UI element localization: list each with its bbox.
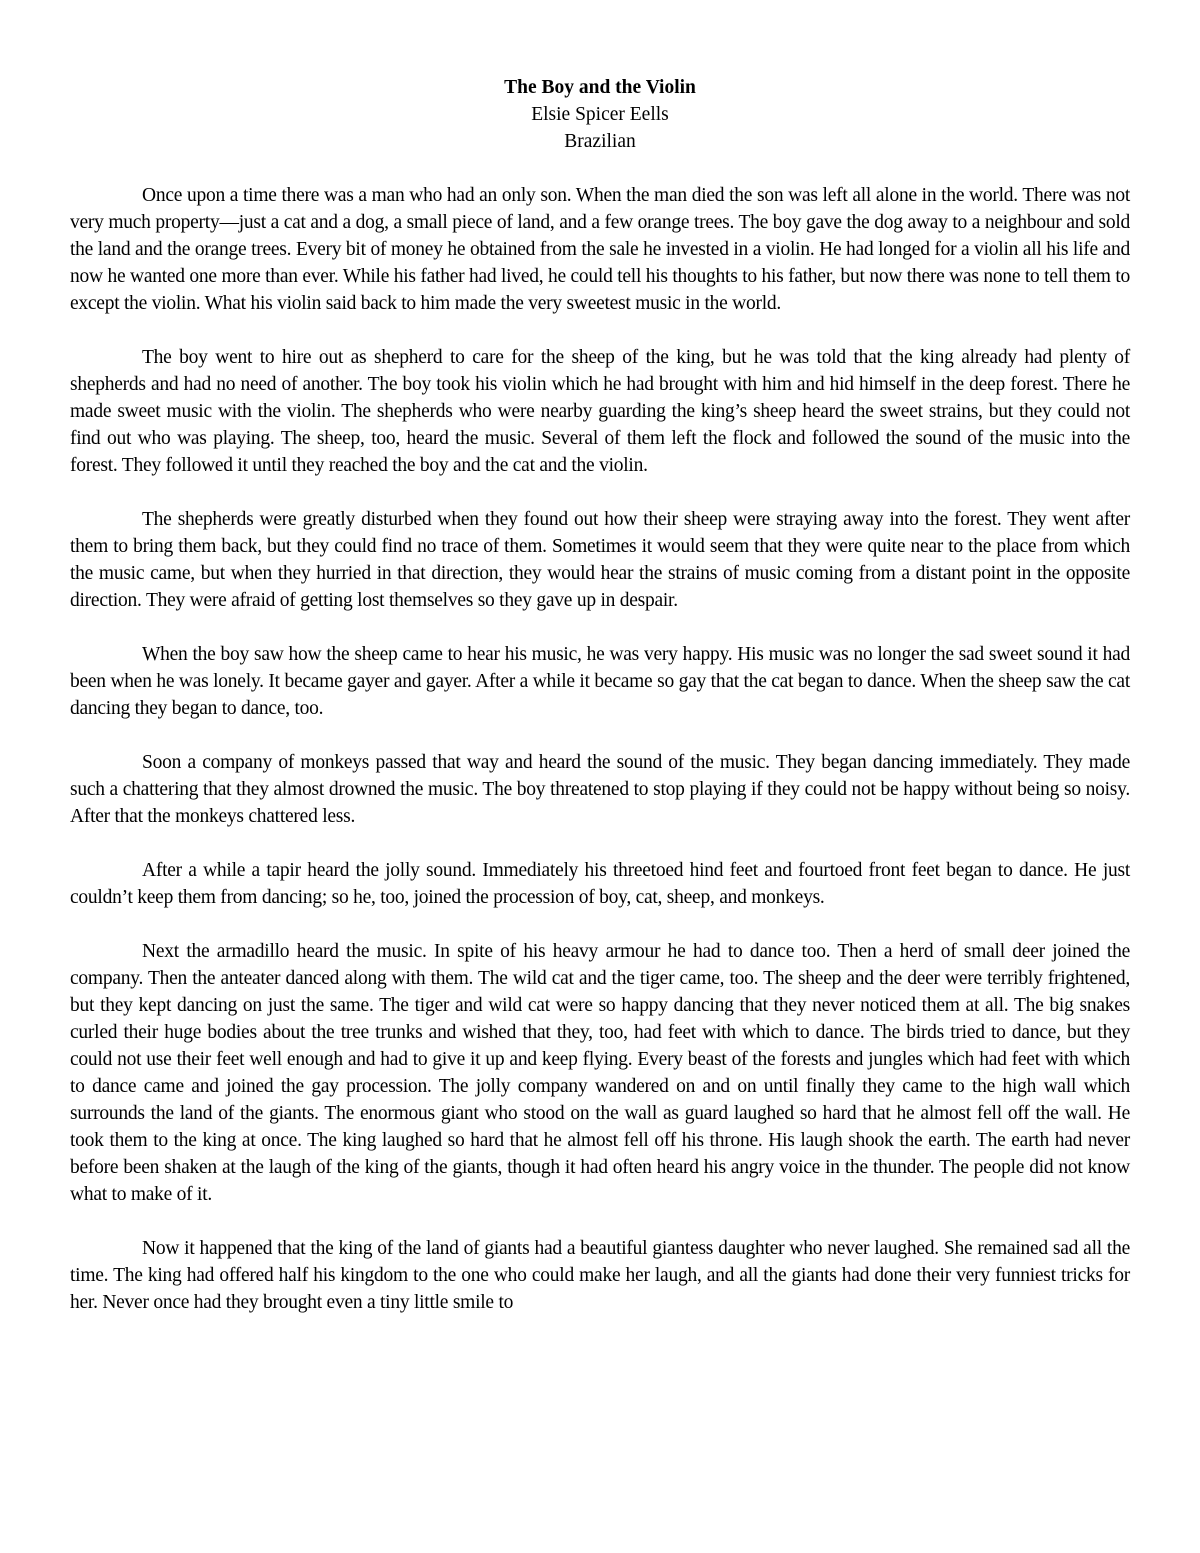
story-title: The Boy and the Violin xyxy=(504,77,696,98)
story-paragraph: After a while a tapir heard the jolly sound. Immediately his threetoed hind feet and fourtoed front feet began to dance. He just couldn’t keep them from dancing; so he, too, joined the procession of boy, cat, sheep, and monkeys. xyxy=(70,860,1130,908)
story-paragraph: The shepherds were greatly disturbed when they found out how their sheep were straying away into the forest. They went after them to bring them back, but they could find no trace of them. Sometimes it would seem that they were quite near to the place from which the music came, but when they hurried in that direction, they would hear the strains of music coming from a distant point in the opposite direction. They were afraid of getting lost themselves so they gave up in despair. xyxy=(70,509,1130,611)
story-paragraph: Soon a company of monkeys passed that way and heard the sound of the music. They began dancing immediately. They made such a chattering that they almost drowned the music. The boy threatened to stop playing if they could not be happy without being so noisy. After that the monkeys chattered less. xyxy=(70,752,1130,827)
story-author: Elsie Spicer Eells xyxy=(531,104,669,125)
story-body xyxy=(70,182,1130,1316)
story-origin: Brazilian xyxy=(564,131,636,152)
document-header xyxy=(70,74,1130,155)
story-paragraph: Once upon a time there was a man who had an only son. When the man died the son was left all alone in the world. There was not very much property—just a cat and a dog, a small piece of land, and a few orange trees. The boy gave the dog away to a neighbour and sold the land and the orange trees. Every bit of money he obtained from the sale he invested in a violin. He had longed for a violin all his life and now he wanted one more than ever. While his father had lived, he could tell his thoughts to his father, but now there was none to tell them to except the violin. What his violin said back to him made the very sweetest music in the world. xyxy=(70,185,1130,314)
document-page xyxy=(70,72,1130,1316)
story-paragraph: When the boy saw how the sheep came to hear his music, he was very happy. His music was no longer the sad sweet sound it had been when he was lonely. It became gayer and gayer. After a while it became so gay that the cat began to dance. When the sheep saw the cat dancing they began to dance, too. xyxy=(70,644,1130,719)
story-paragraph: The boy went to hire out as shepherd to care for the sheep of the king, but he was told that the king already had plenty of shepherds and had no need of another. The boy took his violin which he had brought with him and hid himself in the deep forest. There he made sweet music with the violin. The shepherds who were nearby guarding the king’s sheep heard the sweet strains, but they could not find out who was playing. The sheep, too, heard the music. Several of them left the flock and followed the sound of the music into the forest. They followed it until they reached the boy and the cat and the violin. xyxy=(70,347,1130,476)
story-paragraph: Now it happened that the king of the land of giants had a beautiful giantess daughter who never laughed. She remained sad all the time. The king had offered half his kingdom to the one who could make her laugh, and all the giants had done their very funniest tricks for her. Never once had they brought even a tiny little smile to xyxy=(70,1238,1130,1313)
story-paragraph: Next the armadillo heard the music. In spite of his heavy armour he had to dance too. Then a herd of small deer joined the company. Then the anteater danced along with them. The wild cat and the tiger came, too. The sheep and the deer were terribly frightened, but they kept dancing on just the same. The tiger and wild cat were so happy dancing that they never noticed them at all. The big snakes curled their huge bodies about the tree trunks and wished that they, too, had feet with which to dance. The birds tried to dance, but they could not use their feet well enough and had to give it up and keep flying. Every beast of the forests and jungles which had feet with which to dance came and joined the gay procession. The jolly company wandered on and on until finally they came to the high wall which surrounds the land of the giants. The enormous giant who stood on the wall as guard laughed so hard that he almost fell off the wall. He took them to the king at once. The king laughed so hard that he almost fell off his throne. His laugh shook the earth. The earth had never before been shaken at the laugh of the king of the giants, though it had often heard his angry voice in the thunder. The people did not know what to make of it. xyxy=(70,941,1130,1205)
